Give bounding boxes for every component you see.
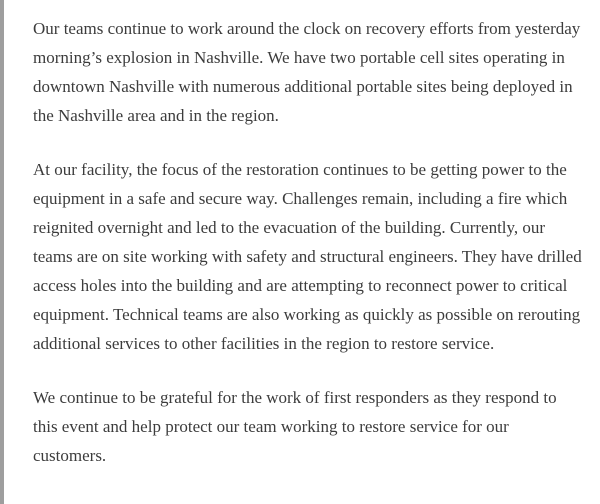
paragraph-facility-restoration: At our facility, the focus of the restoration continues to be getting power to the equipment in a safe and secure way. Challenges remain, including a fire which reignited overnight and led to the evacuation of the building. Currently, our teams are on site working with safety and structural engineers. They have drilled access holes into the building and are attempting to reconnect power to critical equipment. Technical teams are also working as quickly as possible on rerouting additional services to other facilities in the region to restore service. bbox=[33, 160, 582, 353]
paragraph-recovery-efforts: Our teams continue to work around the clock on recovery efforts from yesterday morning’s explosion in Nashville. We have two portable cell sites operating in downtown Nashville with numerous additional portable sites being deployed in the Nashville area and in the region. bbox=[33, 19, 581, 125]
paragraph-gratitude: We continue to be grateful for the work of first responders as they respond to this event and help protect our team working to restore service for our customers. bbox=[33, 388, 557, 465]
